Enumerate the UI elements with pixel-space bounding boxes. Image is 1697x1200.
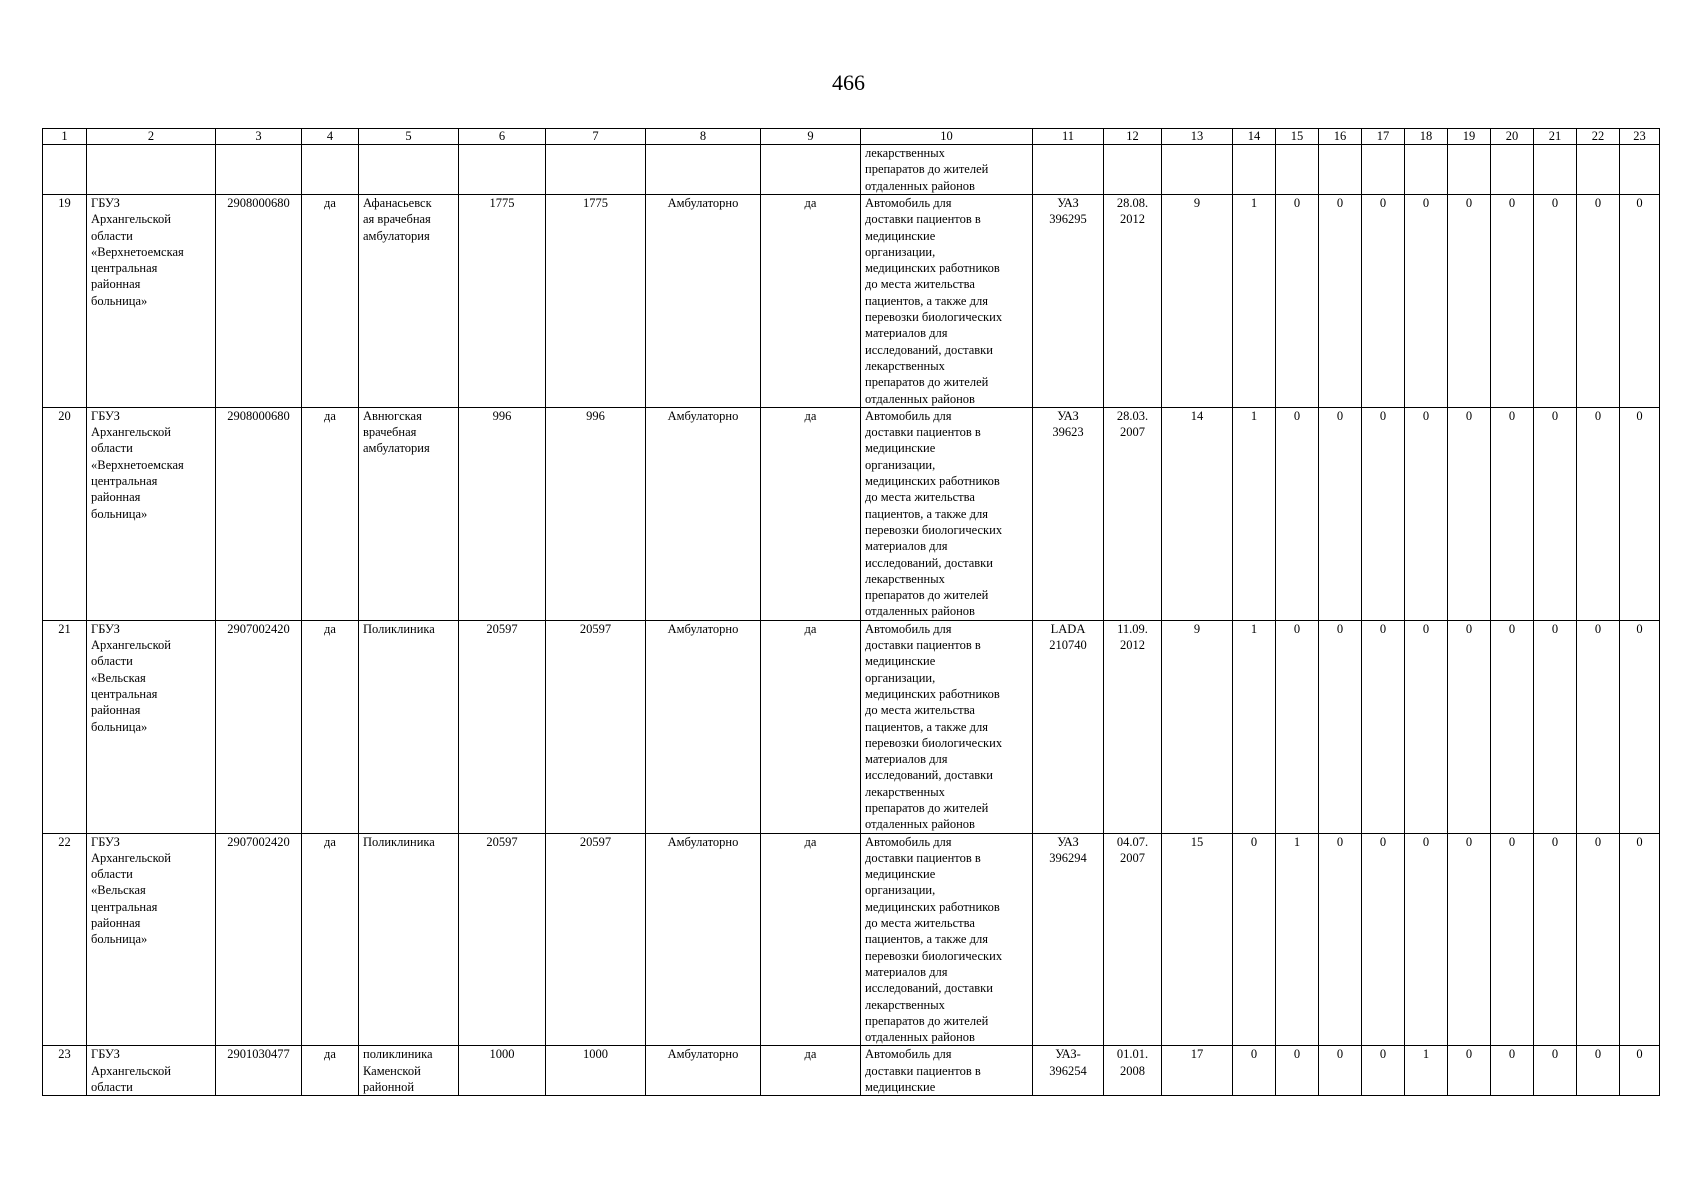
count-cell: 1 — [1405, 1046, 1448, 1096]
row-number: 22 — [43, 833, 87, 1046]
mode-cell: Амбулаторно — [646, 620, 761, 833]
count-cell: 1 — [1233, 620, 1276, 833]
count-cell: 0 — [1448, 833, 1491, 1046]
code-cell: 2901030477 — [216, 1046, 302, 1096]
count-cell: 0 — [1276, 407, 1319, 620]
count-cell: 0 — [1362, 407, 1405, 620]
purpose-cell: Автомобиль для доставки пациентов в медицинские организации, медицинских работников до места жительства пациентов, а также для перевозки биологических материалов для исследований, доставки лекарственных препаратов до жителей отдаленных районов — [861, 195, 1033, 408]
value-cell: 20597 — [546, 620, 646, 833]
value-cell: 9 — [1162, 620, 1233, 833]
column-number: 11 — [1033, 129, 1104, 145]
organization-cell: ГБУЗ Архангельской области «Вельская центральная районная больница» — [87, 620, 216, 833]
count-cell: 0 — [1491, 620, 1534, 833]
value-cell: 996 — [546, 407, 646, 620]
count-cell: 0 — [1448, 620, 1491, 833]
value-cell: 1775 — [459, 195, 546, 408]
count-cell: 0 — [1577, 195, 1620, 408]
value-cell: 15 — [1162, 833, 1233, 1046]
model-cell: УАЗ 396294 — [1033, 833, 1104, 1046]
count-cell: 0 — [1491, 833, 1534, 1046]
count-cell: 0 — [1233, 833, 1276, 1046]
count-cell: 0 — [1362, 620, 1405, 833]
flag-cell: да — [761, 620, 861, 833]
page-number: 466 — [832, 70, 865, 95]
count-cell: 0 — [1620, 1046, 1660, 1096]
row-number: 23 — [43, 1046, 87, 1096]
column-number: 8 — [646, 129, 761, 145]
date-cell: 28.08. 2012 — [1104, 195, 1162, 408]
row-number: 21 — [43, 620, 87, 833]
count-cell: 0 — [1534, 195, 1577, 408]
count-cell: 0 — [1491, 195, 1534, 408]
count-cell: 0 — [1491, 407, 1534, 620]
column-number: 12 — [1104, 129, 1162, 145]
count-cell: 0 — [1577, 407, 1620, 620]
count-cell: 0 — [1620, 620, 1660, 833]
column-number: 17 — [1362, 129, 1405, 145]
count-cell: 0 — [1319, 195, 1362, 408]
value-cell: 14 — [1162, 407, 1233, 620]
column-number: 6 — [459, 129, 546, 145]
unit-cell: поликлиника Каменской районной — [359, 1046, 459, 1096]
count-cell: 0 — [1319, 407, 1362, 620]
column-number: 15 — [1276, 129, 1319, 145]
column-number: 3 — [216, 129, 302, 145]
count-cell: 0 — [1448, 407, 1491, 620]
vehicles-table — [42, 128, 1660, 1096]
value-cell: 996 — [459, 407, 546, 620]
count-cell: 1 — [1233, 407, 1276, 620]
column-number: 22 — [1577, 129, 1620, 145]
date-cell: 28.03. 2007 — [1104, 407, 1162, 620]
count-cell: 0 — [1405, 195, 1448, 408]
count-cell: 1 — [1233, 195, 1276, 408]
flag-cell: да — [761, 407, 861, 620]
count-cell: 0 — [1233, 1046, 1276, 1096]
date-cell: 04.07. 2007 — [1104, 833, 1162, 1046]
purpose-cell: Автомобиль для доставки пациентов в медицинские организации, медицинских работников до места жительства пациентов, а также для перевозки биологических материалов для исследований, доставки лекарственных препаратов до жителей отдаленных районов — [861, 407, 1033, 620]
value-cell: 20597 — [459, 620, 546, 833]
column-number: 19 — [1448, 129, 1491, 145]
purpose-cell: Автомобиль для доставки пациентов в медицинские организации, медицинских работников до места жительства пациентов, а также для перевозки биологических материалов для исследований, доставки лекарственных препаратов до жителей отдаленных районов — [861, 833, 1033, 1046]
column-number: 9 — [761, 129, 861, 145]
unit-cell: Авнюгская врачебная амбулатория — [359, 407, 459, 620]
column-number: 7 — [546, 129, 646, 145]
unit-cell: Афанасьевск ая врачебная амбулатория — [359, 195, 459, 408]
count-cell: 0 — [1276, 195, 1319, 408]
organization-cell: ГБУЗ Архангельской области — [87, 1046, 216, 1096]
count-cell: 0 — [1276, 620, 1319, 833]
unit-cell: Поликлиника — [359, 833, 459, 1046]
value-cell: 20597 — [546, 833, 646, 1046]
flag-cell: да — [302, 407, 359, 620]
unit-cell: Поликлиника — [359, 620, 459, 833]
column-number: 21 — [1534, 129, 1577, 145]
date-cell: 01.01. 2008 — [1104, 1046, 1162, 1096]
value-cell: 1000 — [546, 1046, 646, 1096]
count-cell: 0 — [1362, 195, 1405, 408]
count-cell: 0 — [1577, 620, 1620, 833]
count-cell: 0 — [1534, 620, 1577, 833]
purpose-cell: Автомобиль для доставки пациентов в медицинские организации, медицинских работников до места жительства пациентов, а также для перевозки биологических материалов для исследований, доставки лекарственных препаратов до жителей отдаленных районов — [861, 620, 1033, 833]
count-cell: 0 — [1534, 407, 1577, 620]
column-number: 18 — [1405, 129, 1448, 145]
row-number: 20 — [43, 407, 87, 620]
mode-cell: Амбулаторно — [646, 195, 761, 408]
count-cell: 0 — [1319, 833, 1362, 1046]
value-cell: 9 — [1162, 195, 1233, 408]
count-cell: 0 — [1448, 195, 1491, 408]
flag-cell: да — [302, 620, 359, 833]
value-cell: 1775 — [546, 195, 646, 408]
flag-cell: да — [302, 1046, 359, 1096]
purpose-cell: Автомобиль для доставки пациентов в медицинские — [861, 1046, 1033, 1096]
count-cell: 0 — [1534, 1046, 1577, 1096]
value-cell: 20597 — [459, 833, 546, 1046]
count-cell: 0 — [1362, 833, 1405, 1046]
column-number: 4 — [302, 129, 359, 145]
count-cell: 0 — [1319, 1046, 1362, 1096]
flag-cell: да — [302, 833, 359, 1046]
column-number: 23 — [1620, 129, 1660, 145]
count-cell: 0 — [1448, 1046, 1491, 1096]
code-cell: 2907002420 — [216, 833, 302, 1046]
table-row — [43, 195, 1660, 408]
model-cell: УАЗ- 396254 — [1033, 1046, 1104, 1096]
count-cell: 0 — [1276, 1046, 1319, 1096]
table-row — [43, 833, 1660, 1046]
column-number: 20 — [1491, 129, 1534, 145]
count-cell: 0 — [1362, 1046, 1405, 1096]
mode-cell: Амбулаторно — [646, 407, 761, 620]
count-cell: 0 — [1577, 833, 1620, 1046]
count-cell: 0 — [1405, 833, 1448, 1046]
continuation-row — [43, 145, 1660, 195]
value-cell: 1000 — [459, 1046, 546, 1096]
count-cell: 0 — [1577, 1046, 1620, 1096]
column-number: 1 — [43, 129, 87, 145]
column-number: 10 — [861, 129, 1033, 145]
column-number: 13 — [1162, 129, 1233, 145]
code-cell: 2907002420 — [216, 620, 302, 833]
organization-cell: ГБУЗ Архангельской области «Верхнетоемская центральная районная больница» — [87, 195, 216, 408]
column-number: 5 — [359, 129, 459, 145]
mode-cell: Амбулаторно — [646, 833, 761, 1046]
count-cell: 0 — [1405, 407, 1448, 620]
flag-cell: да — [761, 195, 861, 408]
column-number-row — [43, 129, 1660, 145]
row-number: 19 — [43, 195, 87, 408]
column-number: 14 — [1233, 129, 1276, 145]
code-cell: 2908000680 — [216, 195, 302, 408]
column-number: 2 — [87, 129, 216, 145]
count-cell: 0 — [1620, 407, 1660, 620]
count-cell: 0 — [1620, 833, 1660, 1046]
count-cell: 0 — [1319, 620, 1362, 833]
organization-cell: ГБУЗ Архангельской области «Верхнетоемская центральная районная больница» — [87, 407, 216, 620]
table-row — [43, 1046, 1660, 1096]
mode-cell: Амбулаторно — [646, 1046, 761, 1096]
date-cell: 11.09. 2012 — [1104, 620, 1162, 833]
model-cell: УАЗ 39623 — [1033, 407, 1104, 620]
count-cell: 0 — [1405, 620, 1448, 833]
count-cell: 0 — [1534, 833, 1577, 1046]
model-cell: LADA 210740 — [1033, 620, 1104, 833]
flag-cell: да — [761, 1046, 861, 1096]
flag-cell: да — [761, 833, 861, 1046]
count-cell: 0 — [1491, 1046, 1534, 1096]
flag-cell: да — [302, 195, 359, 408]
code-cell: 2908000680 — [216, 407, 302, 620]
organization-cell: ГБУЗ Архангельской области «Вельская центральная районная больница» — [87, 833, 216, 1046]
table-row — [43, 620, 1660, 833]
table-row — [43, 407, 1660, 620]
count-cell: 0 — [1620, 195, 1660, 408]
model-cell: УАЗ 396295 — [1033, 195, 1104, 408]
value-cell: 17 — [1162, 1046, 1233, 1096]
count-cell: 1 — [1276, 833, 1319, 1046]
continuation-text: лекарственных препаратов до жителей отдаленных районов — [861, 145, 1033, 195]
column-number: 16 — [1319, 129, 1362, 145]
